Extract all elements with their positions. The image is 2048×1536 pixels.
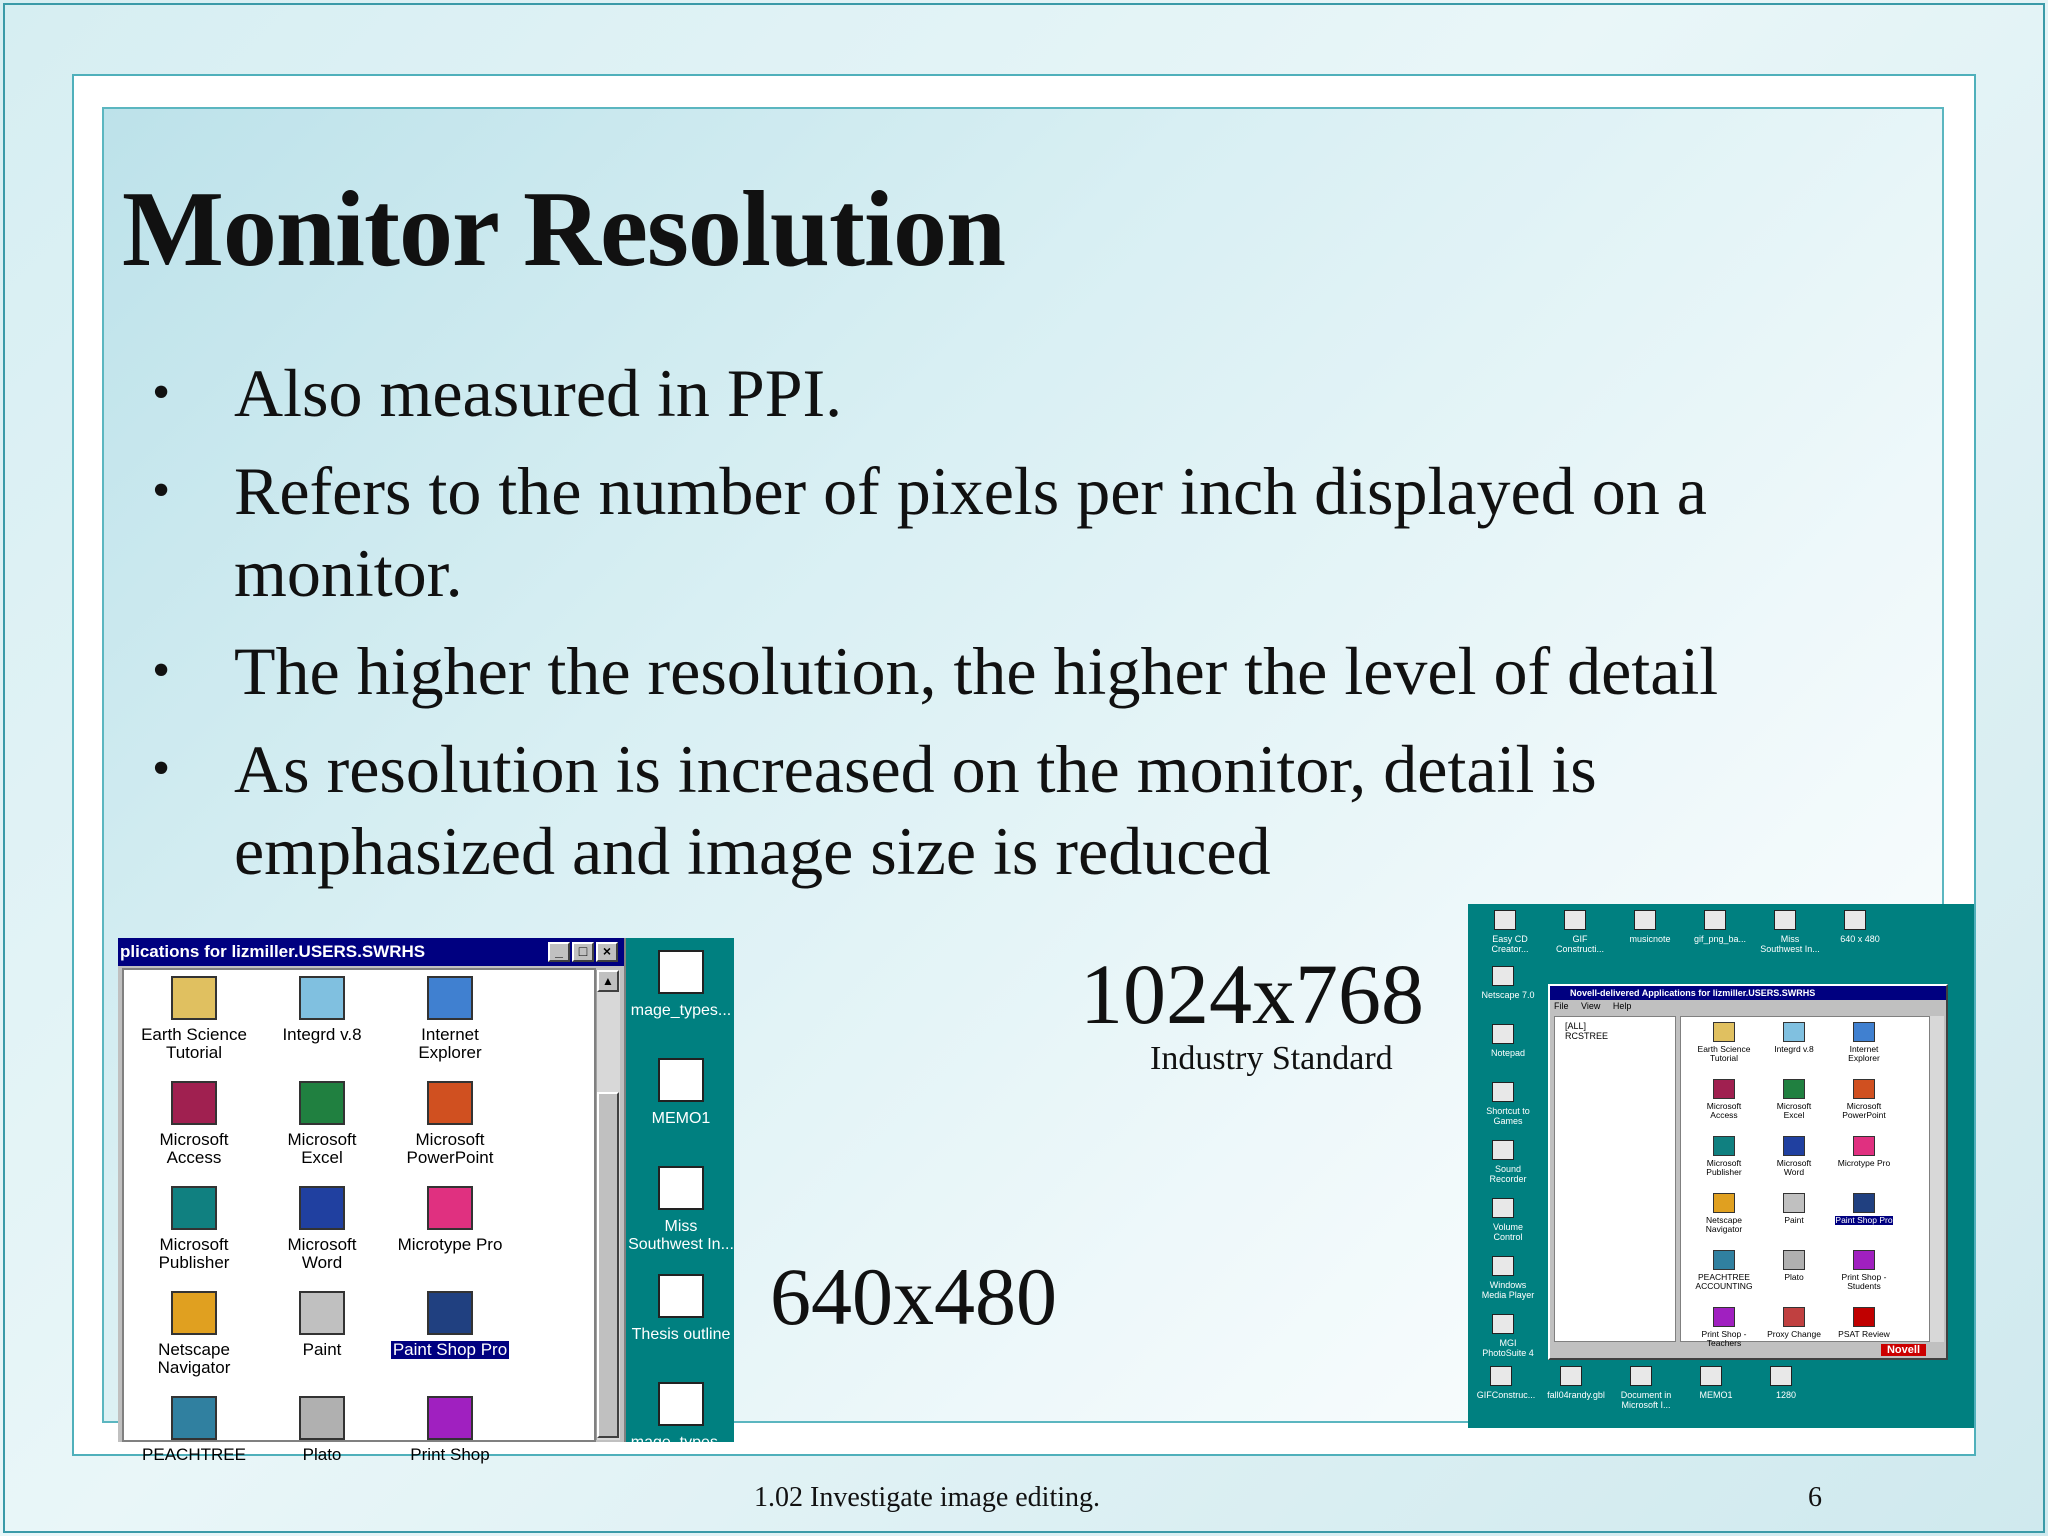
icon-grid — [124, 970, 594, 1495]
desktop-item-label: mage_types... — [630, 1002, 732, 1019]
bullet-marker: • — [152, 642, 171, 699]
desktop-item-label: fall04randy.gbl — [1547, 1390, 1605, 1400]
desktop-icon — [1492, 1256, 1514, 1276]
label-1024x768: 1024x768 — [1080, 946, 1424, 1042]
app-icon — [1713, 1136, 1735, 1156]
desktop-icon — [1844, 910, 1866, 930]
desktop-item-label: 1280 — [1775, 1390, 1797, 1400]
desktop-icon — [1704, 910, 1726, 930]
app-icon-label: Integrd v.8 — [1774, 1044, 1814, 1054]
app-icon-item — [386, 1285, 514, 1390]
desktop-icon — [1630, 1366, 1652, 1386]
screenshot-1024x768 — [1468, 904, 1974, 1428]
integrd-icon — [299, 976, 345, 1020]
excel-icon — [299, 1081, 345, 1125]
app-icon-label: Print Shop - Students — [1841, 1272, 1887, 1291]
word-icon — [299, 1186, 345, 1230]
app-icon-item — [130, 1285, 258, 1390]
app-icon-label: PSAT Review — [1838, 1329, 1890, 1339]
vertical-scrollbar — [596, 970, 620, 1440]
paint-shop-pro-icon — [427, 1291, 473, 1335]
app-icon-label: Paint Shop Pro — [1835, 1215, 1893, 1225]
app-icon-item — [1759, 1188, 1829, 1245]
desktop-item-label: Document in Microsoft I... — [1620, 1390, 1672, 1410]
app-icon — [1783, 1022, 1805, 1042]
app-icon — [1713, 1307, 1735, 1327]
app-icon-label: PEACHTREE — [142, 1445, 246, 1464]
app-icon-item — [1689, 1074, 1759, 1131]
bullet-marker: • — [152, 740, 171, 797]
window-titlebar — [1550, 986, 1946, 1000]
bullet-item — [152, 352, 1912, 434]
footer-text: 1.02 Investigate image editing. — [754, 1482, 1101, 1513]
app-icon-label: Integrd v.8 — [282, 1025, 362, 1044]
desktop-item — [628, 1370, 734, 1478]
window-controls — [548, 942, 618, 962]
desktop-icon — [1492, 1140, 1514, 1160]
app-icon-label: Microsoft Excel — [1776, 1101, 1812, 1120]
app-icon-item — [386, 970, 514, 1075]
bullet-marker: • — [152, 462, 171, 519]
gimp-icon — [658, 950, 704, 994]
app-icon-item — [130, 970, 258, 1075]
desktop-item-label: MGI PhotoSuite 4 — [1482, 1338, 1534, 1358]
app-icon-item — [1759, 1074, 1829, 1131]
paint-icon — [299, 1291, 345, 1335]
print-shop-icon — [427, 1396, 473, 1440]
desktop-item-label: Windows Media Player — [1481, 1280, 1535, 1300]
app-icon-item — [1759, 1131, 1829, 1188]
app-icon-item — [386, 1075, 514, 1180]
desktop-icon — [1492, 1024, 1514, 1044]
app-icon-item — [1689, 1302, 1759, 1359]
app-icon-item — [258, 1390, 386, 1495]
app-icon-item — [258, 1180, 386, 1285]
app-icon-item — [1759, 1017, 1829, 1074]
desktop-icon — [1564, 910, 1586, 930]
app-icon-item — [258, 1285, 386, 1390]
desktop-item-label: Miss Southwest In... — [1760, 934, 1820, 954]
app-icon-label: Microsoft PowerPoint — [406, 1130, 494, 1167]
desktop-icon — [1492, 1198, 1514, 1218]
internet-explorer-icon — [427, 976, 473, 1020]
app-icon-item — [130, 1180, 258, 1285]
app-icon-item — [258, 1075, 386, 1180]
desktop-icon — [1490, 1366, 1512, 1386]
app-icon-label: Microsoft Access — [1706, 1101, 1742, 1120]
page-number: 6 — [1808, 1482, 1822, 1513]
app-icon-label: PEACHTREE ACCOUNTING — [1695, 1272, 1753, 1291]
app-icon-label: Plato — [302, 1445, 342, 1464]
app-window-small — [118, 938, 626, 1464]
desktop-item-label: Shortcut to Games — [1486, 1106, 1530, 1126]
bullet-text: Refers to the number of pixels per inch displayed on a monitor. — [234, 453, 1707, 611]
app-icon-label: Proxy Change — [1767, 1329, 1821, 1339]
desktop-icon — [1492, 966, 1514, 986]
app-icon-item — [386, 1180, 514, 1285]
app-icon — [1853, 1193, 1875, 1213]
app-icon-label: Print Shop - Teachers — [1701, 1329, 1747, 1348]
app-icon-item — [386, 1390, 514, 1495]
app-icon-label: Microtype Pro — [1837, 1158, 1891, 1168]
desktop-item-label: Easy CD Creator... — [1491, 934, 1529, 954]
app-icon-label: Paint — [302, 1340, 342, 1359]
app-icon-item — [130, 1390, 258, 1495]
microtype-icon — [427, 1186, 473, 1230]
app-icon-label: Internet Explorer — [1848, 1044, 1880, 1063]
minimize-icon: _ — [548, 942, 570, 962]
scrollbar-thumb — [597, 1092, 619, 1438]
app-icon-label: Internet Explorer — [418, 1025, 482, 1062]
app-icon-label: Earth Science Tutorial — [1697, 1044, 1751, 1063]
desktop-item-label: GIFConstruc... — [1476, 1390, 1536, 1400]
app-icon-label: Plato — [1784, 1272, 1804, 1282]
desktop-item-label: Sound Recorder — [1489, 1164, 1527, 1184]
app-icon-label: Microsoft PowerPoint — [1842, 1101, 1886, 1120]
app-icon — [1713, 1250, 1735, 1270]
window-title: plications for lizmiller.USERS.SWRHS — [120, 942, 426, 961]
window-title: Novell-delivered Applications for lizmiller.USERS.SWRHS — [1570, 988, 1816, 998]
app-icon-item — [1689, 1245, 1759, 1302]
app-icon-item — [1829, 1245, 1899, 1302]
bullet-item — [152, 630, 1912, 712]
app-icon-item — [1689, 1131, 1759, 1188]
desktop-icon — [1770, 1366, 1792, 1386]
vertical-scrollbar — [1930, 1016, 1944, 1342]
bullet-text: The higher the resolution, the higher the level of detail — [234, 633, 1719, 709]
app-icon — [1713, 1079, 1735, 1099]
desktop-icon — [1492, 1314, 1514, 1334]
slide-title: Monitor Resolution — [122, 170, 1006, 289]
label-640x480: 640x480 — [770, 1251, 1057, 1342]
app-icon-item — [1759, 1245, 1829, 1302]
app-icon-label: Microtype Pro — [397, 1235, 503, 1254]
desktop-item-label: Volume Control — [1492, 1222, 1524, 1242]
bullet-list — [152, 352, 1912, 908]
desktop-item-label: mage_types... — [630, 1434, 732, 1451]
bullet-text: Also measured in PPI. — [234, 355, 843, 431]
app-icon — [1783, 1136, 1805, 1156]
app-icon — [1853, 1250, 1875, 1270]
close-icon: × — [596, 942, 618, 962]
icon-grid — [1681, 1017, 1929, 1359]
app-icon — [1853, 1307, 1875, 1327]
plato-icon — [299, 1396, 345, 1440]
desktop-item-label: gif_png_ba... — [1693, 934, 1747, 944]
app-icon-label: Netscape Navigator — [1705, 1215, 1743, 1234]
app-icon-label: Paint Shop Pro — [392, 1340, 508, 1359]
publisher-icon — [171, 1186, 217, 1230]
app-icon — [1713, 1022, 1735, 1042]
app-icon-item — [1689, 1188, 1759, 1245]
desktop-icon — [1492, 1082, 1514, 1102]
bullet-item — [152, 450, 1912, 614]
app-icon-item — [1759, 1302, 1829, 1359]
app-icon-label: Print Shop — [410, 1445, 490, 1464]
app-icon-label: Microsoft Excel — [287, 1130, 357, 1167]
desktop-item-label: Miss Southwest In... — [628, 1218, 734, 1253]
bullet-item — [152, 728, 1912, 892]
app-icon-label: Microsoft Publisher — [158, 1235, 230, 1272]
app-icon-item — [1689, 1017, 1759, 1074]
word-doc-icon — [658, 1058, 704, 1102]
desktop-icons — [628, 938, 734, 1478]
screenshot-640x480 — [118, 938, 734, 1464]
app-icon-item — [258, 970, 386, 1075]
label-industry-standard: Industry Standard — [1150, 1040, 1393, 1077]
app-icon-item — [1829, 1188, 1899, 1245]
desktop-item-label: MEMO1 — [651, 1110, 711, 1127]
scroll-up-icon: ▲ — [597, 970, 619, 992]
window-titlebar — [118, 938, 624, 966]
desktop-item-label: MEMO1 — [1699, 1390, 1733, 1400]
desktop-item-label: Netscape 7.0 — [1481, 990, 1535, 1000]
app-icon-item — [1829, 1074, 1899, 1131]
gimp-icon — [658, 1382, 704, 1426]
maximize-icon: □ — [572, 942, 594, 962]
menu-help: Help — [1612, 1001, 1632, 1011]
tree-item: [ALL] — [1565, 1021, 1587, 1031]
word-doc-icon — [658, 1166, 704, 1210]
desktop-item-label: Thesis outline — [631, 1326, 731, 1343]
menu-file: File — [1554, 1001, 1569, 1011]
icon-pane — [1680, 1016, 1930, 1348]
word-doc-icon — [658, 1274, 704, 1318]
icon-pane — [122, 968, 596, 1464]
app-icon — [1853, 1079, 1875, 1099]
app-icon — [1783, 1079, 1805, 1099]
desktop-item — [628, 1262, 734, 1370]
netscape-icon — [171, 1291, 217, 1335]
powerpoint-icon — [427, 1081, 473, 1125]
desktop-item-label: musicnote — [1629, 934, 1671, 944]
app-icon-label: Earth Science Tutorial — [141, 1025, 247, 1062]
desktop-icon — [1494, 910, 1516, 930]
desktop-item — [628, 1154, 734, 1262]
app-icon-label: Microsoft Word — [287, 1235, 357, 1272]
tree-item: RCSTREE — [1565, 1031, 1609, 1041]
menu-view: View — [1581, 1001, 1601, 1011]
app-icon — [1783, 1307, 1805, 1327]
desktop-item-label: GIF Constructi... — [1555, 934, 1604, 954]
app-icon-label: Microsoft Access — [159, 1130, 229, 1167]
desktop-icon — [1774, 910, 1796, 930]
earth-science-icon — [171, 976, 217, 1020]
app-icon-label: Netscape Navigator — [157, 1340, 231, 1377]
desktop-icon — [1700, 1366, 1722, 1386]
access-icon — [171, 1081, 217, 1125]
desktop-icon — [1560, 1366, 1582, 1386]
app-icon — [1713, 1193, 1735, 1213]
desktop-icon — [1634, 910, 1656, 930]
bullet-marker: • — [152, 364, 171, 421]
peachtree-icon — [171, 1396, 217, 1440]
app-icon — [1853, 1022, 1875, 1042]
app-icon-item — [1829, 1017, 1899, 1074]
desktop-item — [628, 938, 734, 1046]
desktop-item — [628, 1046, 734, 1154]
menu-bar — [1550, 1000, 1946, 1013]
folder-tree — [1554, 1016, 1676, 1342]
app-icon — [1783, 1250, 1805, 1270]
app-icon-item — [130, 1075, 258, 1180]
app-icon — [1783, 1193, 1805, 1213]
desktop-item-label: 640 x 480 — [1840, 934, 1880, 944]
bullet-text: As resolution is increased on the monitor, detail is emphasized and image size is reduced — [234, 731, 1597, 889]
app-window-large — [1548, 984, 1948, 1360]
novell-logo: Novell — [1881, 1344, 1926, 1356]
app-icon — [1853, 1136, 1875, 1156]
app-icon-label: Paint — [1784, 1215, 1804, 1225]
app-icon-item — [1829, 1131, 1899, 1188]
desktop-item-label: Notepad — [1490, 1048, 1526, 1058]
app-icon-label: Microsoft Word — [1776, 1158, 1812, 1177]
app-icon-label: Microsoft Publisher — [1706, 1158, 1742, 1177]
